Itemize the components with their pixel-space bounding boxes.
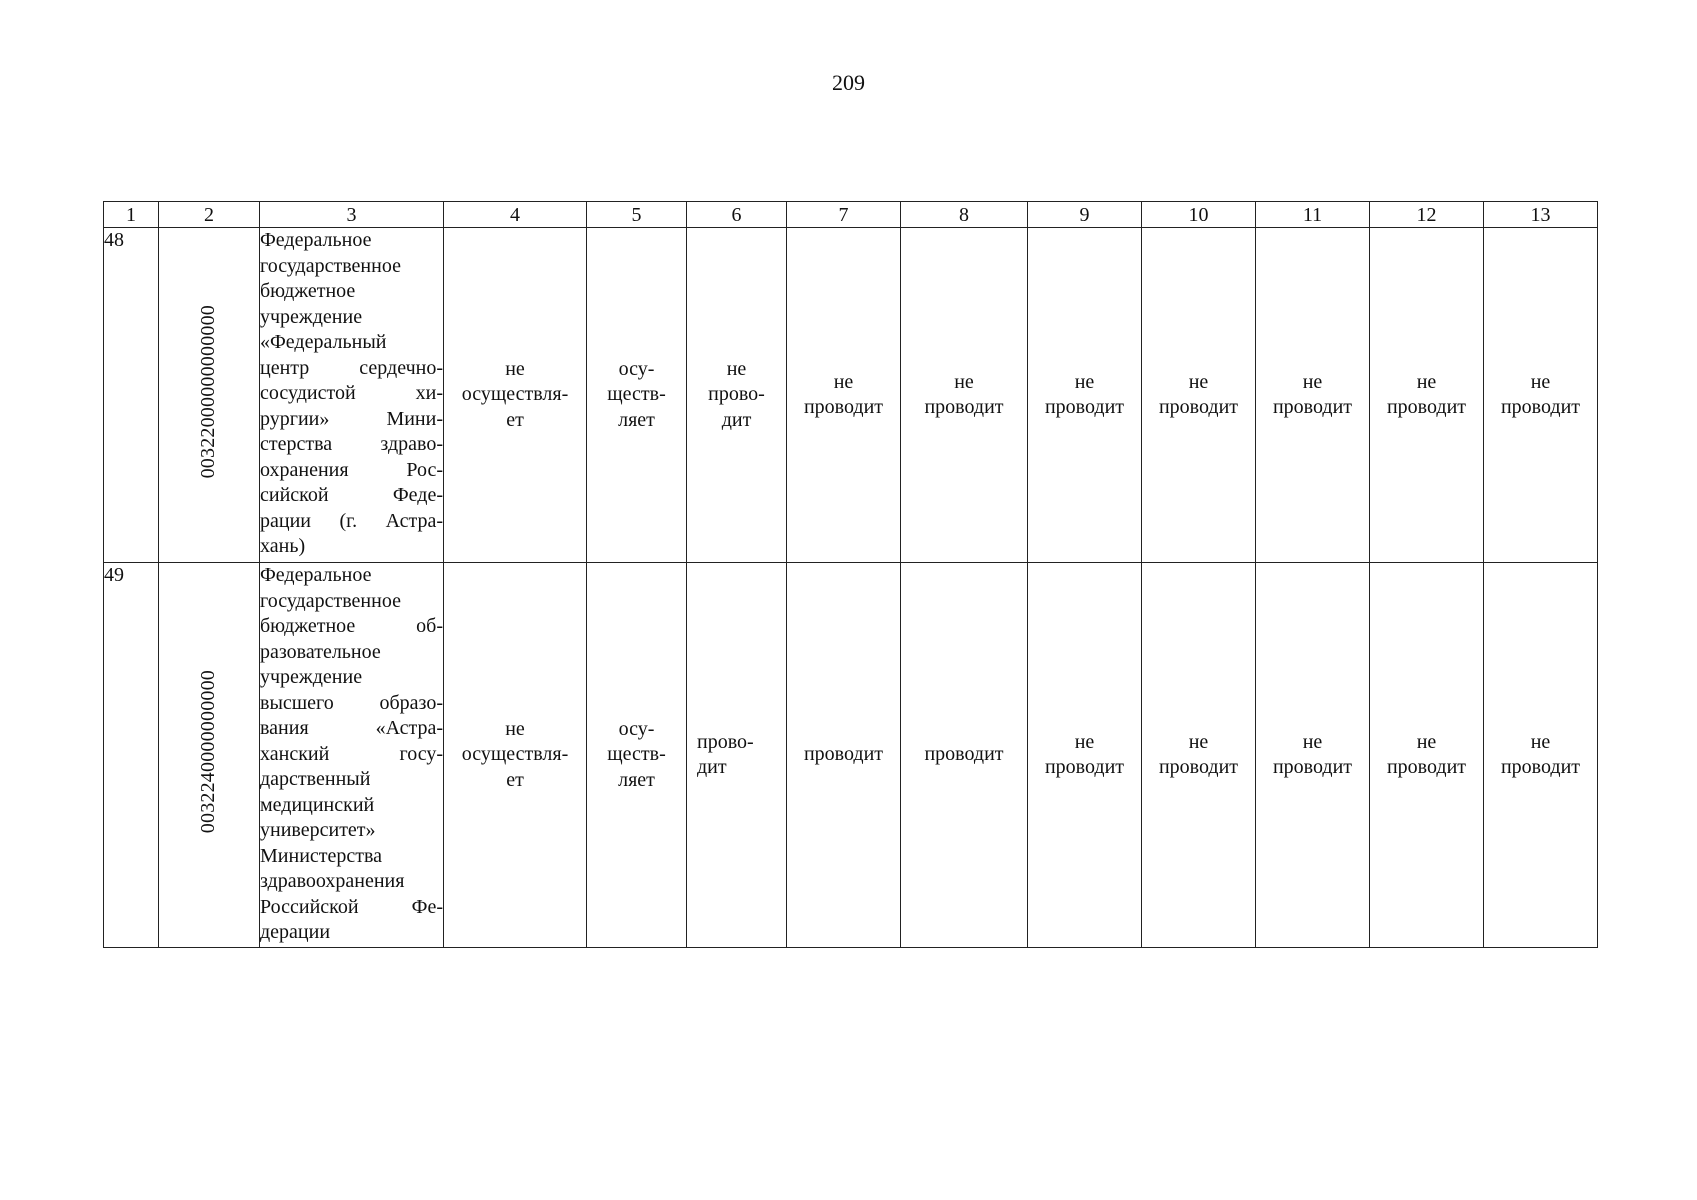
org-name-line: учреждение (260, 305, 363, 328)
cell-text: не (1416, 370, 1437, 393)
org-name-line: «Федеральный (260, 331, 387, 353)
header-cell-10: 10 (1142, 202, 1256, 228)
cell-text: проводит (803, 743, 884, 766)
header-cell-2: 2 (159, 202, 260, 228)
cell-text: проводит (924, 396, 1004, 418)
header-cell-3: 3 (260, 202, 444, 228)
table-row (104, 228, 1598, 563)
cell-text: ет (506, 768, 524, 791)
cell-col-11 (1256, 563, 1370, 948)
data-table (103, 201, 1598, 948)
cell-text: дит (697, 756, 727, 778)
org-name-line: университет» (260, 819, 376, 841)
cell-text: не (1530, 370, 1551, 393)
cell-col-9 (1028, 563, 1142, 948)
cell-text: осу- (618, 717, 655, 740)
header-cell-12: 12 (1370, 202, 1484, 228)
org-name-line: медицинский (260, 793, 375, 816)
cell-text: не (1530, 730, 1551, 753)
cell-text: не (954, 370, 974, 393)
cell-text: не (1416, 730, 1437, 753)
org-name-line: Федеральное (260, 229, 372, 251)
cell-text: не (833, 370, 854, 393)
cell-text: проводит (803, 396, 884, 418)
cell-col-6 (687, 563, 787, 948)
cell-text: не (1302, 370, 1323, 393)
org-name-line: дарственный (260, 768, 371, 790)
org-name-line: вания «Астра- (260, 717, 443, 739)
cell-col-7 (787, 563, 901, 948)
org-name-line: высшего образо- (260, 691, 443, 714)
org-name-line: хань) (260, 535, 306, 557)
cell-text: дит (721, 408, 752, 431)
cell-text: проводит (1158, 756, 1239, 778)
cell-text: проводит (1500, 756, 1581, 778)
org-name-line: Министерства (260, 844, 383, 867)
org-name-line: рургии» Мини- (260, 407, 443, 430)
cell-text: проводит (924, 743, 1004, 766)
cell-text: прово- (708, 383, 765, 406)
cell-text: осуществля- (461, 383, 569, 406)
cell-text: проводит (1386, 756, 1467, 778)
cell-col-12 (1370, 228, 1484, 563)
header-cell-1: 1 (104, 202, 159, 228)
org-name-line: Федеральное (260, 564, 372, 586)
row-number: 48 (104, 228, 159, 563)
cell-text: осу- (618, 357, 655, 380)
org-name-line: стерства здраво- (260, 433, 443, 455)
cell-text: прово- (697, 730, 754, 753)
org-name (260, 563, 444, 948)
header-cell-6: 6 (687, 202, 787, 228)
org-name-line: государственное (260, 589, 401, 612)
cell-text: ляет (618, 768, 655, 791)
cell-text: ляет (618, 408, 655, 431)
cell-col-5 (587, 563, 687, 948)
cell-text: проводит (1272, 396, 1353, 418)
org-name-line: бюджетное об- (260, 615, 443, 637)
cell-col-8 (901, 228, 1028, 563)
header-cell-5: 5 (587, 202, 687, 228)
cell-text: проводит (1044, 396, 1125, 418)
org-name-line: Российской Фе- (260, 895, 443, 918)
org-name-line: центр сердечно- (260, 356, 443, 379)
header-cell-9: 9 (1028, 202, 1142, 228)
page-number: 209 (832, 70, 865, 95)
table-row (104, 563, 1598, 948)
header-cell-11: 11 (1256, 202, 1370, 228)
cell-text: не (726, 357, 747, 380)
org-name-line: здравоохранения (260, 870, 405, 892)
org-name-line: разовательное (260, 640, 381, 663)
cell-text: не (1074, 370, 1095, 393)
cell-col-13 (1484, 228, 1598, 563)
cell-text: ществ- (607, 383, 666, 406)
org-name-line: охранения Рос- (260, 458, 443, 481)
cell-col-9 (1028, 228, 1142, 563)
cell-col-7 (787, 228, 901, 563)
cell-text: проводит (1044, 756, 1125, 778)
row-number: 49 (104, 563, 159, 948)
org-code (159, 228, 260, 563)
header-cell-4: 4 (444, 202, 587, 228)
cell-text: не (1188, 730, 1209, 753)
header-row (104, 202, 1598, 228)
cell-text: ществ- (607, 743, 666, 766)
cell-text: не (1302, 730, 1323, 753)
cell-text: проводит (1500, 396, 1581, 418)
cell-text: проводит (1272, 756, 1353, 778)
org-name-line: учреждение (260, 666, 363, 688)
cell-text: не (1188, 370, 1209, 393)
header-cell-13: 13 (1484, 202, 1598, 228)
cell-col-8 (901, 563, 1028, 948)
cell-col-4 (444, 228, 587, 563)
cell-col-11 (1256, 228, 1370, 563)
header-cell-8: 8 (901, 202, 1028, 228)
cell-text: осуществля- (461, 743, 569, 766)
cell-col-10 (1142, 563, 1256, 948)
org-name-line: дерации (260, 921, 331, 943)
cell-col-12 (1370, 563, 1484, 948)
cell-text: не (505, 717, 525, 740)
org-name-line: сийской Феде- (260, 484, 443, 506)
org-name-line: рации (г. Астра- (260, 509, 443, 532)
cell-text: проводит (1158, 396, 1239, 418)
org-name (260, 228, 444, 563)
cell-col-5 (587, 228, 687, 563)
cell-col-10 (1142, 228, 1256, 563)
cell-text: не (1074, 730, 1095, 753)
org-code-text: 00322000000000000 (197, 304, 220, 478)
cell-text: ет (506, 408, 524, 431)
header-cell-7: 7 (787, 202, 901, 228)
org-code-text: 0032240000000000 (197, 669, 220, 833)
cell-col-6 (687, 228, 787, 563)
cell-text: проводит (1386, 396, 1467, 418)
cell-col-4 (444, 563, 587, 948)
org-name-line: ханский госу- (260, 742, 443, 765)
org-name-line: бюджетное (260, 280, 356, 302)
cell-col-13 (1484, 563, 1598, 948)
org-code (159, 563, 260, 948)
org-name-line: государственное (260, 254, 401, 277)
cell-text: не (505, 357, 525, 380)
org-name-line: сосудистой хи- (260, 382, 443, 404)
